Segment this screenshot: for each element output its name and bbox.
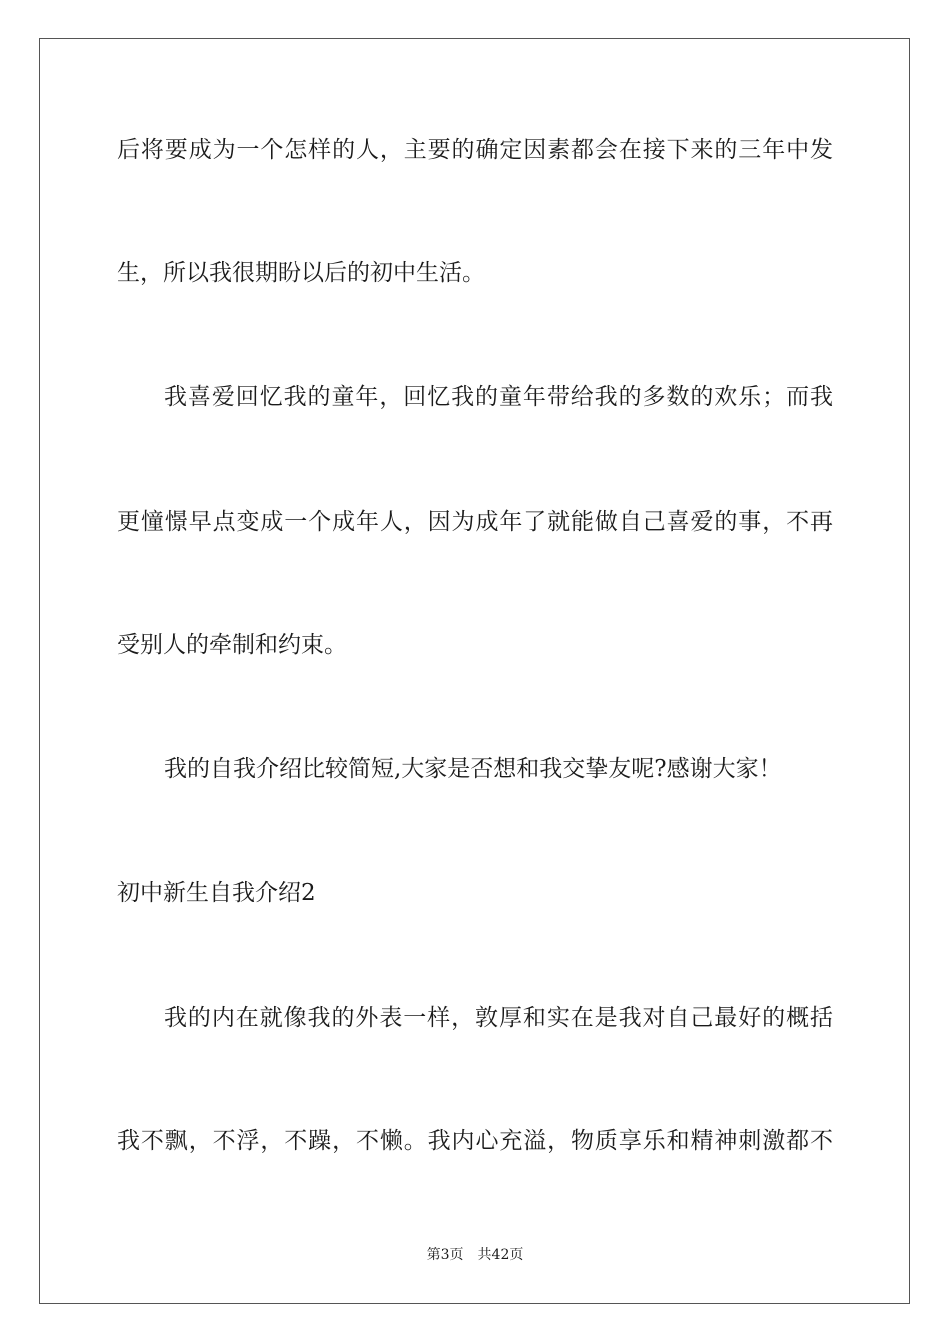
page-number: 第3页 共42页: [426, 1247, 524, 1263]
text-line: 我喜爱回忆我的童年，回忆我的童年带给我的多数的欢乐；而我: [164, 384, 833, 410]
text-line: 生，所以我很期盼以后的初中生活。: [117, 260, 485, 286]
page-border: [39, 38, 910, 1304]
text-line: 更憧憬早点变成一个成年人，因为成年了就能做自己喜爱的事，不再: [117, 509, 833, 535]
text-line: 我的内在就像我的外表一样，敦厚和实在是我对自己最好的概括: [164, 1005, 833, 1031]
text-line: 受别人的牵制和约束。: [117, 632, 347, 658]
text-line: 我不飘，不浮，不躁，不懒。我内心充溢，物质享乐和精神刺激都不: [117, 1128, 833, 1154]
text-line: 后将要成为一个怎样的人，主要的确定因素都会在接下来的三年中发: [117, 137, 833, 163]
section-heading: 初中新生自我介绍2: [117, 880, 316, 906]
text-line: 我的自我介绍比较简短,大家是否想和我交挚友呢?感谢大家！: [164, 756, 782, 782]
